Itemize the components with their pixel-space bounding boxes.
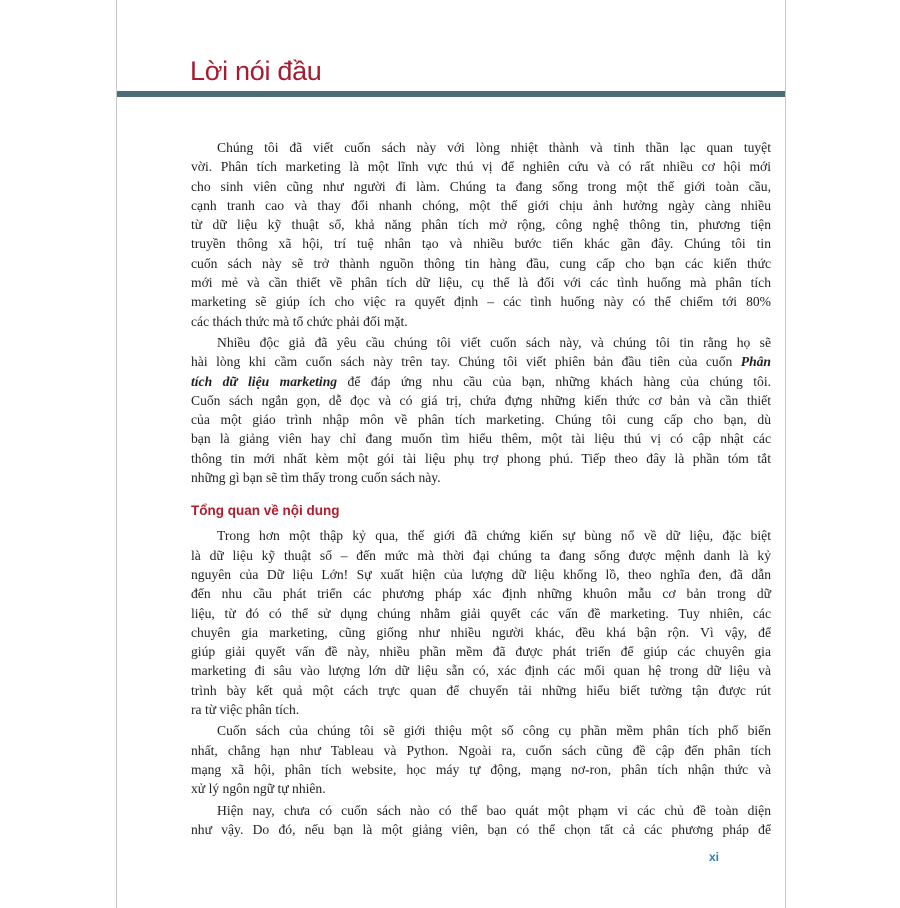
text-line xyxy=(191,820,771,839)
text-segment: các thách thức mà tổ chức phải đối mặt. xyxy=(191,313,408,329)
text-segment: cuốn sách này sẽ trở thành nguồn thông tin hàng đầu, cung cấp cho bạn các kiến thức xyxy=(191,255,771,271)
text-line xyxy=(191,138,771,157)
text-line xyxy=(191,741,771,760)
text-line xyxy=(191,801,771,820)
title-rule xyxy=(117,91,785,97)
text-line xyxy=(191,760,771,779)
text-segment: Trong hơn một thập kỷ qua, thế giới đã chứng kiến sự bùng nổ về dữ liệu, đặc biệt xyxy=(217,528,771,544)
section-heading: Tổng quan về nội dung xyxy=(191,503,340,519)
text-line xyxy=(191,604,771,623)
text-segment: đến nhu cầu phát triển các phương pháp xác định những khuôn mẫu cơ bản trong dữ xyxy=(191,586,771,602)
text-line xyxy=(191,661,771,680)
book-title-emphasis: tích dữ liệu marketing xyxy=(191,373,338,389)
text-line xyxy=(191,681,771,700)
text-segment: Cuốn sách ngắn gọn, dễ đọc và có giá trị, chứa đựng những kiến thức cơ bản và cần thiết xyxy=(191,392,771,408)
text-line xyxy=(191,391,771,410)
text-line xyxy=(191,215,771,234)
text-line xyxy=(191,196,771,215)
text-line xyxy=(191,292,771,311)
text-segment: thông tin mới nhất kèm một gói tài liệu phụ trợ phong phú. Tiếp theo đây là phần tóm tắt xyxy=(191,450,771,466)
text-line xyxy=(191,157,771,176)
intro-paragraphs xyxy=(191,138,771,487)
text-segment: Chúng tôi đã viết cuốn sách này với lòng nhiệt thành và tinh thần lạc quan tuyệt xyxy=(217,140,771,155)
text-segment: marketing sẽ giúp ích cho việc ra quyết định – các tình huống này có thể chiếm tới 80% xyxy=(191,294,771,310)
text-line xyxy=(191,449,771,468)
chapter-title: Lời nói đầu xyxy=(190,56,322,86)
text-segment: mạng xã hội, phân tích website, học máy tự động, mạng nơ-ron, phân tích nhận thức và xyxy=(191,761,771,777)
text-segment: của một giáo trình nhập môn về phân tích marketing. Chúng tôi cung cấp cho bạn, dù xyxy=(191,412,771,428)
text-segment: nhất, chẳng hạn như Tableau và Python. Ngoài ra, cuốn sách cũng đề cập đến phân tích xyxy=(191,742,771,758)
book-title-emphasis: Phân xyxy=(740,354,771,370)
text-segment: mới mẻ và cần thiết về phân tích dữ liệu, cụ thể là đối với các tình huống mà phân tích xyxy=(191,275,771,291)
text-line xyxy=(191,468,771,487)
text-segment: cho sinh viên cũng như người đi làm. Chúng ta đang sống trong một thế giới toàn cầu, xyxy=(191,178,771,194)
text-segment: Hiện nay, chưa có cuốn sách nào có thể bao quát một phạm vi các chủ đề toàn diện xyxy=(217,802,771,818)
text-line xyxy=(191,721,771,740)
text-segment: truyền thông xã hội, trí tuệ nhân tạo và nhiều bước tiến khác gần đây. Chúng tôi tin xyxy=(191,236,771,252)
text-line xyxy=(191,642,771,661)
text-line xyxy=(191,410,771,429)
page-number: xi xyxy=(709,850,720,864)
text-line xyxy=(191,352,771,371)
paragraph xyxy=(191,138,771,331)
page-body xyxy=(191,138,771,841)
book-page xyxy=(116,0,786,908)
paragraph xyxy=(191,721,771,798)
text-segment: bạn là giảng viên hay chỉ đang muốn tìm hiểu thêm, một tài liệu thú vị có cập nhật các xyxy=(191,431,771,447)
overview-paragraphs xyxy=(191,526,771,839)
paragraph xyxy=(191,801,771,840)
text-line xyxy=(191,623,771,642)
text-segment: giúp giải quyết vấn đề này, nhiều phần mềm đã được phát triển để giúp các chuyên gia xyxy=(191,644,771,660)
text-segment: marketing đi sâu vào lượng lớn dữ liệu sẵn có, xác định các mối quan hệ trong dữ liệu và xyxy=(191,663,771,679)
text-line xyxy=(191,234,771,253)
text-segment: là dữ liệu kỹ thuật số – đến mức mà thời đại chúng ta đang sống được mệnh danh là kỷ xyxy=(191,547,771,563)
text-line xyxy=(191,372,771,391)
text-line xyxy=(191,779,771,798)
text-segment: nguyên của Dữ liệu Lớn! Sự xuất hiện của lượng dữ liệu khổng lồ, theo nghĩa đen, đã dẫn xyxy=(191,566,771,582)
text-segment: Cuốn sách của chúng tôi sẽ giới thiệu một số công cụ phần mềm phân tích phổ biến xyxy=(217,723,771,739)
text-segment: ra từ việc phân tích. xyxy=(191,702,300,718)
text-segment: trình bày kết quả một cách trực quan để chuyển tải những hiểu biết tường tận được rút xyxy=(191,682,771,698)
text-segment: để đáp ứng nhu cầu của bạn, những khách hàng của chúng tôi. xyxy=(337,373,771,389)
text-segment: liệu, từ đó có thể sử dụng chúng nhằm giải quyết các vấn đề marketing. Tuy nhiên, các xyxy=(191,605,771,621)
text-line xyxy=(191,273,771,292)
text-line xyxy=(191,546,771,565)
text-segment: xử lý ngôn ngữ tự nhiên. xyxy=(191,781,326,797)
text-line xyxy=(191,254,771,273)
text-segment: như vậy. Do đó, nếu bạn là một giảng viên, bạn có thể chọn tất cả các phương pháp để xyxy=(191,821,771,837)
text-line xyxy=(191,177,771,196)
text-segment: chuyên gia marketing, cũng giống như nhiều người khác, đều khá bận rộn. Vì vậy, để xyxy=(191,624,771,640)
text-segment: những gì bạn sẽ tìm thấy trong cuốn sách này. xyxy=(191,470,441,486)
paragraph xyxy=(191,333,771,487)
text-line xyxy=(191,429,771,448)
text-line xyxy=(191,584,771,603)
text-segment: vời. Phân tích marketing là một lĩnh vực thú vị để nghiên cứu và có rất nhiều cơ hội mới xyxy=(191,159,771,175)
text-segment: hài lòng khi cầm cuốn sách này trên tay. Chúng tôi viết phiên bản đầu tiên của cuốn xyxy=(191,354,741,370)
text-segment: Nhiều độc giả đã yêu cầu chúng tôi viết cuốn sách này, và chúng tôi tin rằng họ sẽ xyxy=(217,334,771,350)
text-line xyxy=(191,333,771,352)
text-line xyxy=(191,312,771,331)
paragraph xyxy=(191,526,771,719)
text-line xyxy=(191,526,771,545)
text-segment: từ dữ liệu kỹ thuật số, khả năng phân tích mở rộng, công nghệ thông tin, phương tiện xyxy=(191,217,771,233)
text-line xyxy=(191,700,771,719)
text-segment: cạnh tranh cao và thay đổi nhanh chóng, một thế giới chịu ảnh hưởng ngày càng nhiều xyxy=(191,197,771,213)
text-line xyxy=(191,565,771,584)
